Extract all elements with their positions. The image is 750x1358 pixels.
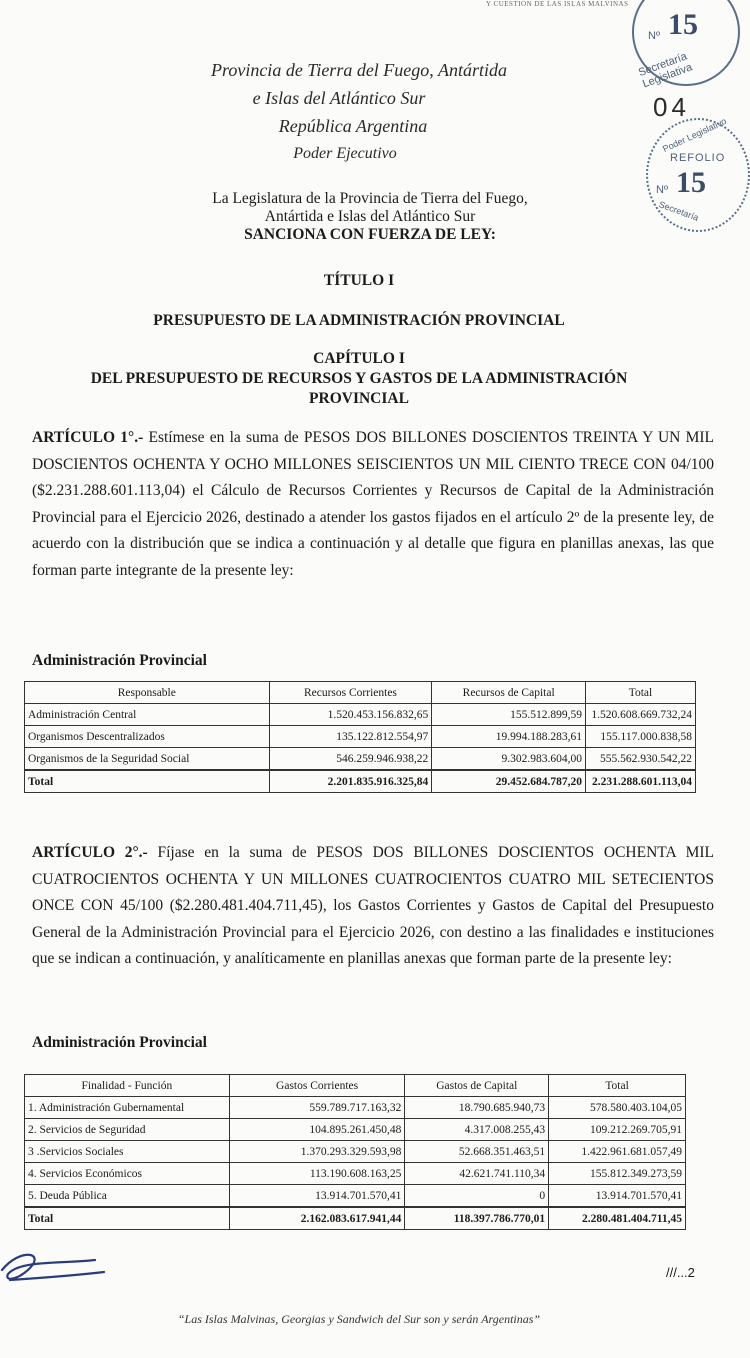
stamp-text: Secretaría Legislativa (636, 50, 694, 91)
table-cell: 0 (405, 1185, 549, 1208)
table-cell: 555.562.930.542,22 (586, 748, 696, 771)
table-cell: 1.520.608.669.732,24 (586, 704, 696, 726)
top-strip-text: Y CUESTION DE LAS ISLAS MALVINAS (486, 0, 629, 8)
table-row (25, 1141, 686, 1163)
table-cell: 155.512.899,59 (432, 704, 586, 726)
table-cell: 109.212.269.705,91 (549, 1119, 686, 1141)
table-header-row (25, 1075, 686, 1097)
capitulo-heading: CAPÍTULO I (313, 350, 405, 367)
table-cell: 52.668.351.463,51 (405, 1141, 549, 1163)
column-header: Recursos Corrientes (269, 682, 432, 704)
column-header: Recursos de Capital (432, 682, 586, 704)
table-row (25, 1097, 686, 1119)
table-cell: 13.914.701.570,41 (229, 1185, 405, 1208)
expenses-table (24, 1074, 686, 1230)
table-cell: Organismos de la Seguridad Social (25, 748, 270, 771)
table-cell: 155.812.349.273,59 (549, 1163, 686, 1185)
table-cell: 135.122.812.554,97 (269, 726, 432, 748)
letterhead-republic: República Argentina (278, 116, 428, 136)
stamp-label: REFOLIO (670, 152, 726, 164)
table-cell: 2. Servicios de Seguridad (25, 1119, 230, 1141)
folio-number: 04 (653, 92, 690, 122)
table-cell: 118.397.786.770,01 (405, 1207, 549, 1230)
table-cell: 1.370.293.329.593,98 (229, 1141, 405, 1163)
table-1-title: Administración Provincial (32, 652, 207, 669)
table-cell: 155.117.000.838,58 (586, 726, 696, 748)
table-row (25, 1119, 686, 1141)
page-continuation-marker: ///...2 (666, 1265, 695, 1280)
article-2 (32, 840, 714, 973)
table-cell: 1.422.961.681.057,49 (549, 1141, 686, 1163)
stamp-number: 15 (676, 166, 706, 199)
legislature-line-3: SANCIONA CON FUERZA DE LEY: (244, 226, 496, 243)
titulo-heading: TÍTULO I (323, 272, 395, 289)
capitulo-subheading-1: DEL PRESUPUESTO DE RECURSOS Y GASTOS DE LA ADMINISTRACIÓN (90, 370, 628, 387)
table-cell: 2.162.083.617.941,44 (229, 1207, 405, 1230)
table-cell: 3 .Servicios Sociales (25, 1141, 230, 1163)
article-2-text: Fíjase en la suma de PESOS DOS BILLONES DOSCIENTOS OCHENTA MIL CUATROCIENTOS OCHENTA Y UN MILLONES CUATROCIENTOS CUATRO MIL SETECIENTOS ONCE CON 45/100 ($2.280.481.404.711,45), los Gastos Corrientes y Gastos de Capital del Presupuesto General de la Administración Provincial para el Ejercicio 2026, con destino a las finalidades e instituciones que se indican a continuación, y analíticamente en planillas anexas que forman parte de la presente ley: (32, 844, 714, 967)
table-cell: 4.317.008.255,43 (405, 1119, 549, 1141)
article-1-label: ARTÍCULO 1°.- (32, 429, 144, 446)
table-row (25, 748, 696, 771)
table-cell: 42.621.741.110,34 (405, 1163, 549, 1185)
stamp-number: 15 (668, 8, 698, 41)
footer-motto: “Las Islas Malvinas, Georgias y Sandwich del Sur son y serán Argentinas” (177, 1312, 541, 1326)
table-cell: 559.789.717.163,32 (229, 1097, 405, 1119)
table-total-row (25, 770, 696, 793)
column-header: Total (586, 682, 696, 704)
table-2-title: Administración Provincial (32, 1034, 207, 1051)
table-cell: 113.190.608.163,25 (229, 1163, 405, 1185)
table-cell: 4. Servicios Económicos (25, 1163, 230, 1185)
signature-scribble (0, 1230, 150, 1310)
column-header: Finalidad - Función (25, 1075, 230, 1097)
column-header: Responsable (25, 682, 270, 704)
column-header: Gastos de Capital (405, 1075, 549, 1097)
table-total-row (25, 1207, 686, 1230)
article-1 (32, 425, 714, 584)
table-cell: Administración Central (25, 704, 270, 726)
column-header: Gastos Corrientes (229, 1075, 405, 1097)
table-cell: 19.994.188.283,61 (432, 726, 586, 748)
table-cell: 13.914.701.570,41 (549, 1185, 686, 1208)
legislature-line-2: Antártida e Islas del Atlántico Sur (264, 208, 476, 225)
capitulo-subheading-2: PROVINCIAL (309, 390, 409, 407)
table-row (25, 1185, 686, 1208)
legislature-line-1: La Legislatura de la Provincia de Tierra del Fuego, (212, 190, 528, 207)
letterhead-executive: Poder Ejecutivo (293, 145, 397, 162)
table-cell: 2.231.288.601.113,04 (586, 770, 696, 793)
table-cell: 2.280.481.404.711,45 (549, 1207, 686, 1230)
table-cell: 104.895.261.450,48 (229, 1119, 405, 1141)
table-cell: Total (25, 1207, 230, 1230)
letterhead-province: Provincia de Tierra del Fuego, Antártida (211, 60, 507, 80)
table-cell: 578.580.403.104,05 (549, 1097, 686, 1119)
table-cell: 2.201.835.916.325,84 (269, 770, 432, 793)
letterhead-islands: e Islas del Atlántico Sur (252, 88, 426, 108)
table-cell: 546.259.946.938,22 (269, 748, 432, 771)
table-row (25, 726, 696, 748)
resources-table (24, 681, 696, 793)
stamp-text-top: Poder Legislativo (661, 115, 728, 155)
table-header-row (25, 682, 696, 704)
legislature-preamble (120, 190, 620, 244)
table-cell: 18.790.685.940,73 (405, 1097, 549, 1119)
article-1-text: Estímese en la suma de PESOS DOS BILLONES DOSCIENTOS TREINTA Y UN MIL DOSCIENTOS OCHENTA Y OCHO MILLONES SEISCIENTOS UN MIL CIENTO TRECE CON 04/100 ($2.231.288.601.113,04) el Cálculo de Recursos Corrientes y Recursos de Capital de la Administración Provincial para el Ejercicio 2026, destinado a atender los gastos fijados en el artículo 2º de la presente ley, de acuerdo con la distribución que se indica a continuación y al detalle que figura en planillas anexas, las que forman parte integrante de la presente ley: (32, 429, 714, 579)
stamp-text-bottom: Secretaría (657, 199, 700, 223)
article-2-label: ARTÍCULO 2°.- (32, 844, 148, 861)
table-cell: 5. Deuda Pública (25, 1185, 230, 1208)
table-cell: Total (25, 770, 270, 793)
column-header: Total (549, 1075, 686, 1097)
table-cell: Organismos Descentralizados (25, 726, 270, 748)
table-cell: 1.520.453.156.832,65 (269, 704, 432, 726)
table-cell: 29.452.684.787,20 (432, 770, 586, 793)
stamp-no-label: Nº (656, 184, 668, 196)
table-cell: 1. Administración Gubernamental (25, 1097, 230, 1119)
table-row (25, 704, 696, 726)
titulo-subheading: PRESUPUESTO DE LA ADMINISTRACIÓN PROVINCIAL (153, 312, 565, 329)
table-cell: 9.302.983.604,00 (432, 748, 586, 771)
stamp-no-label: Nº (648, 30, 660, 42)
table-row (25, 1163, 686, 1185)
